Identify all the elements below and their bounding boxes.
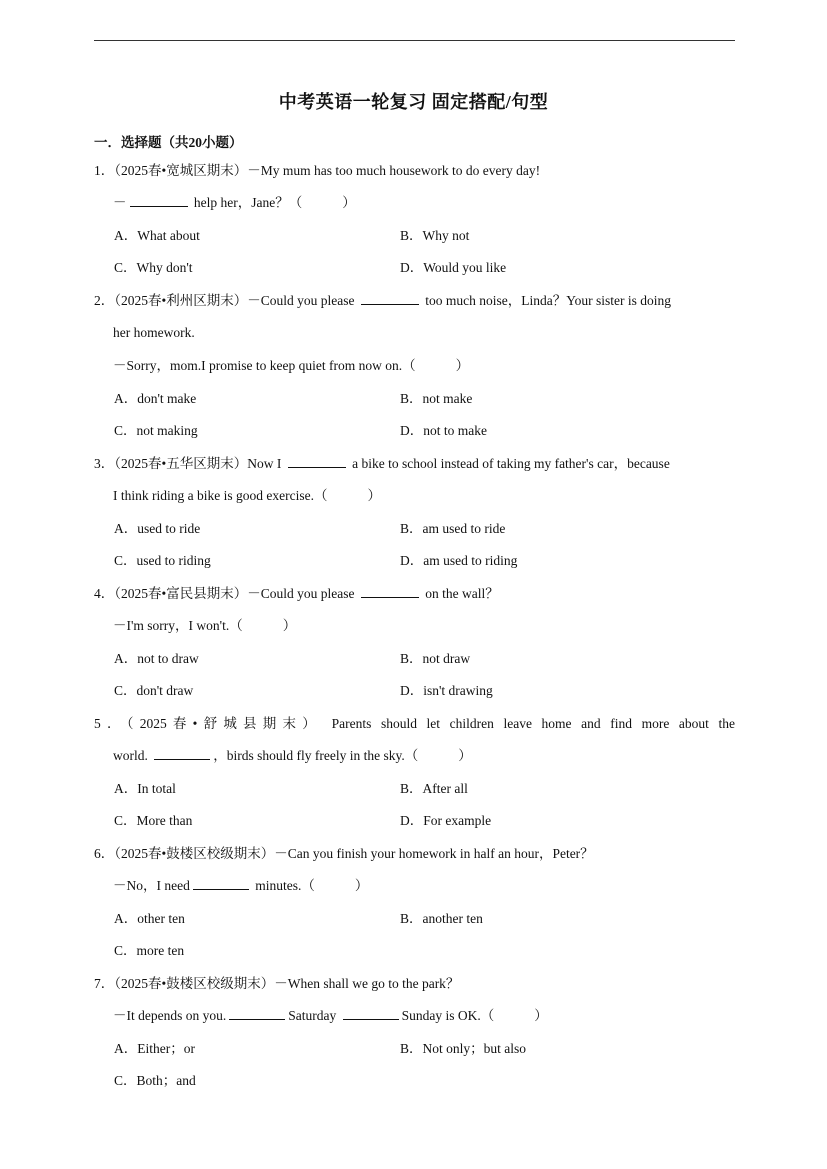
question-5-stem-cont: world. ，birds should fly freely in the sky.（ ）	[113, 748, 472, 763]
question-3-option-c[interactable]: C．used to riding	[114, 553, 211, 568]
question-2-option-d[interactable]: D．not to make	[400, 423, 487, 438]
question-3-option-d[interactable]: D．am used to riding	[400, 553, 518, 568]
question-6-stem: 6．（2025春•鼓楼区校级期末）－Can you finish your homework in half an hour，Peter？	[94, 846, 594, 861]
question-7-reply: －It depends on you. Saturday Sunday is OK.（ ）	[113, 1008, 548, 1023]
question-1-reply: － help her，Jane？（ ）	[113, 195, 356, 210]
question-3-option-b[interactable]: B．am used to ride	[400, 521, 506, 536]
answer-blank[interactable]	[229, 1007, 285, 1020]
question-6-option-a[interactable]: A．other ten	[114, 911, 185, 926]
answer-blank[interactable]	[193, 877, 249, 890]
question-3-stem: 3．（2025春•五华区期末）Now I a bike to school instead of taking my father's car，because	[94, 456, 670, 471]
question-2-option-a[interactable]: A．don't make	[114, 391, 197, 406]
question-3-option-a[interactable]: A．used to ride	[114, 521, 201, 536]
page-title: 中考英语一轮复习 固定搭配/句型	[278, 92, 549, 112]
question-5-option-b[interactable]: B．After all	[400, 781, 468, 796]
question-1-option-d[interactable]: D．Would you like	[400, 260, 507, 275]
question-4-reply: －I'm sorry，I won't.（ ）	[113, 618, 297, 633]
question-4-option-c[interactable]: C．don't draw	[114, 683, 194, 698]
question-5-option-a[interactable]: A．In total	[114, 781, 176, 796]
answer-blank[interactable]	[343, 1007, 399, 1020]
question-4-stem: 4．（2025春•富民县期末）－Could you please on the wall？	[94, 586, 499, 601]
question-2-option-c[interactable]: C．not making	[114, 423, 198, 438]
question-2-stem: 2．（2025春•利州区期末）－Could you please too much noise，Linda？Your sister is doing	[94, 293, 671, 308]
question-1-option-a[interactable]: A．What about	[114, 228, 200, 243]
answer-blank[interactable]	[361, 585, 419, 598]
header-rule	[94, 40, 735, 41]
question-2-reply: －Sorry，mom.I promise to keep quiet from now on.（ ）	[113, 358, 470, 373]
question-5-stem: 5．（2025春•舒城县期末） Parents should let children leave home and find more about the	[94, 716, 736, 731]
question-4-option-a[interactable]: A．not to draw	[114, 651, 199, 666]
question-5-option-d[interactable]: D．For example	[400, 813, 492, 828]
question-6-option-b[interactable]: B．another ten	[400, 911, 483, 926]
answer-blank[interactable]	[361, 292, 419, 305]
answer-blank[interactable]	[130, 194, 188, 207]
question-1-option-b[interactable]: B．Why not	[400, 228, 470, 243]
question-7-option-b[interactable]: B．Not only；but also	[400, 1041, 527, 1056]
question-1-stem: 1．（2025春•宽城区期末）－My mum has too much housework to do every day!	[94, 163, 541, 178]
section-heading: 一．选择题（共20小题）	[94, 135, 243, 150]
answer-blank[interactable]	[154, 747, 210, 760]
question-7-stem: 7．（2025春•鼓楼区校级期末）－When shall we go to the park？	[94, 976, 460, 991]
question-7-option-a[interactable]: A．Either；or	[114, 1041, 195, 1056]
question-2-option-b[interactable]: B．not make	[400, 391, 473, 406]
question-5-option-c[interactable]: C．More than	[114, 813, 193, 828]
question-6-option-c[interactable]: C．more ten	[114, 943, 185, 958]
question-3-stem-cont: I think riding a bike is good exercise.（ ）	[113, 488, 381, 503]
question-6-reply: －No，I need minutes.（ ）	[113, 878, 369, 893]
question-4-option-d[interactable]: D．isn't drawing	[400, 683, 493, 698]
question-1-option-c[interactable]: C．Why don't	[114, 260, 193, 275]
answer-blank[interactable]	[288, 455, 346, 468]
question-2-stem-cont: her homework.	[113, 325, 195, 340]
question-7-option-c[interactable]: C．Both；and	[114, 1073, 196, 1088]
question-4-option-b[interactable]: B．not draw	[400, 651, 471, 666]
